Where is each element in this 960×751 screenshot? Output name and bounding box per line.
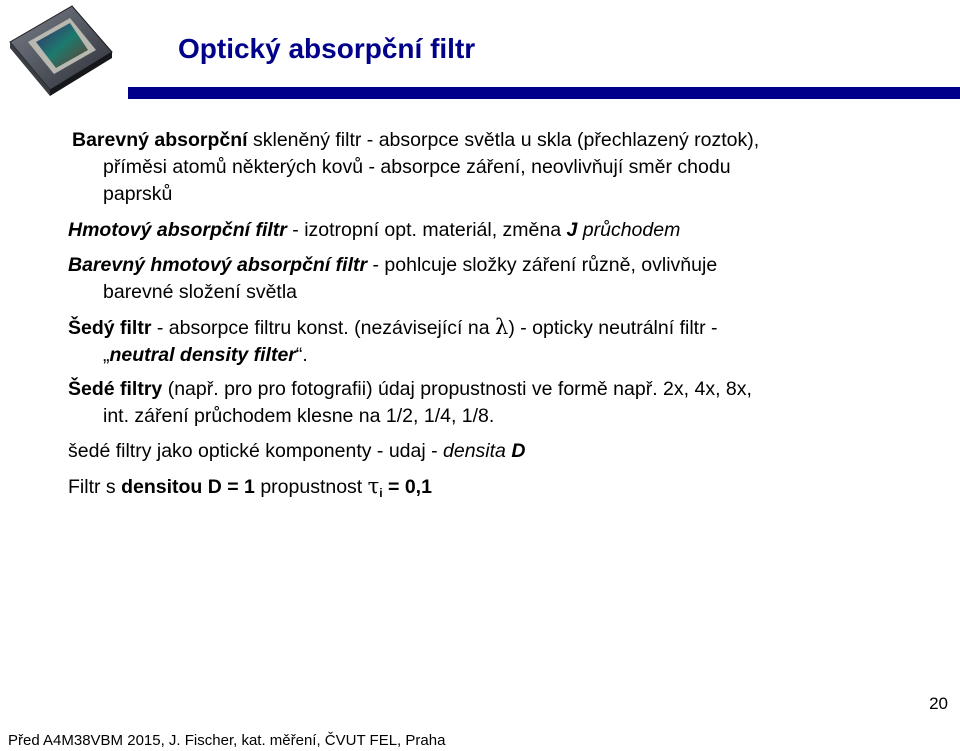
text: šedé filtry jako optické komponenty - udaj - [68,440,444,462]
symbol-j: J [566,219,578,241]
term: Šedý filtr [68,317,152,339]
term: Barevný hmotový absorpční filtr [68,254,368,276]
item-gray-filters-cont1: int. záření průchodem klesne na 1/2, 1/4, 1/8. [103,405,495,427]
density-value: densitou D = 1 [121,476,255,498]
densita-term: densita [443,440,512,462]
term: Hmotový absorpční filtr [68,219,287,241]
text: - izotropní opt. materiál, změna [286,219,567,241]
text: ) - opticky neutrální filtr - [508,317,718,339]
item-colored-filter-cont1: příměsi atomů některých kovů - absorpce záření, neovlivňují směr chodu [103,156,731,178]
text-tail: průchodem [577,219,681,241]
open-quote: „ [103,344,110,366]
page-number: 20 [929,694,948,713]
neutral-density-term: neutral density filter [109,344,296,366]
close-quote: “. [295,344,308,366]
item-gray-components [68,439,525,463]
transmittance-value: = 0,1 [382,476,432,498]
item-colored-filter [72,128,759,152]
item-colored-mass-filter-cont1: barevné složení světla [103,281,298,303]
text: skleněný filtr - absorpce světla u skla (přechlazený roztok), [247,129,760,151]
item-gray-filters [68,377,752,401]
symbol-d: D [511,440,526,462]
item-mass-filter [68,218,680,242]
item-colored-mass-filter [68,253,717,277]
tau-symbol: τ [367,474,380,498]
sensor-chip-icon [6,2,114,96]
term: Šedé filtry [68,378,163,400]
text: - pohlcuje složky záření různě, ovlivňuje [367,254,718,276]
text: Filtr s [68,476,122,498]
slide-footer: Před A4M38VBM 2015, J. Fischer, kat. měření, ČVUT FEL, Praha [8,732,446,749]
lambda-symbol: λ [495,315,509,339]
slide-title: Optický absorpční filtr [178,33,476,64]
item-density-example [68,474,432,505]
text: - absorpce filtru konst. (nezávisející na [151,317,496,339]
title-rule [128,87,960,99]
text: propustnost [254,476,368,498]
text: (např. pro pro fotografii) údaj propustnosti ve formě např. 2x, 4x, 8x, [162,378,752,400]
tau-subscript: i [379,486,383,500]
term: Barevný absorpční [72,129,248,151]
item-gray-filter [68,315,717,340]
item-gray-filter-cont1 [103,343,308,367]
item-colored-filter-cont2: paprsků [103,183,173,205]
